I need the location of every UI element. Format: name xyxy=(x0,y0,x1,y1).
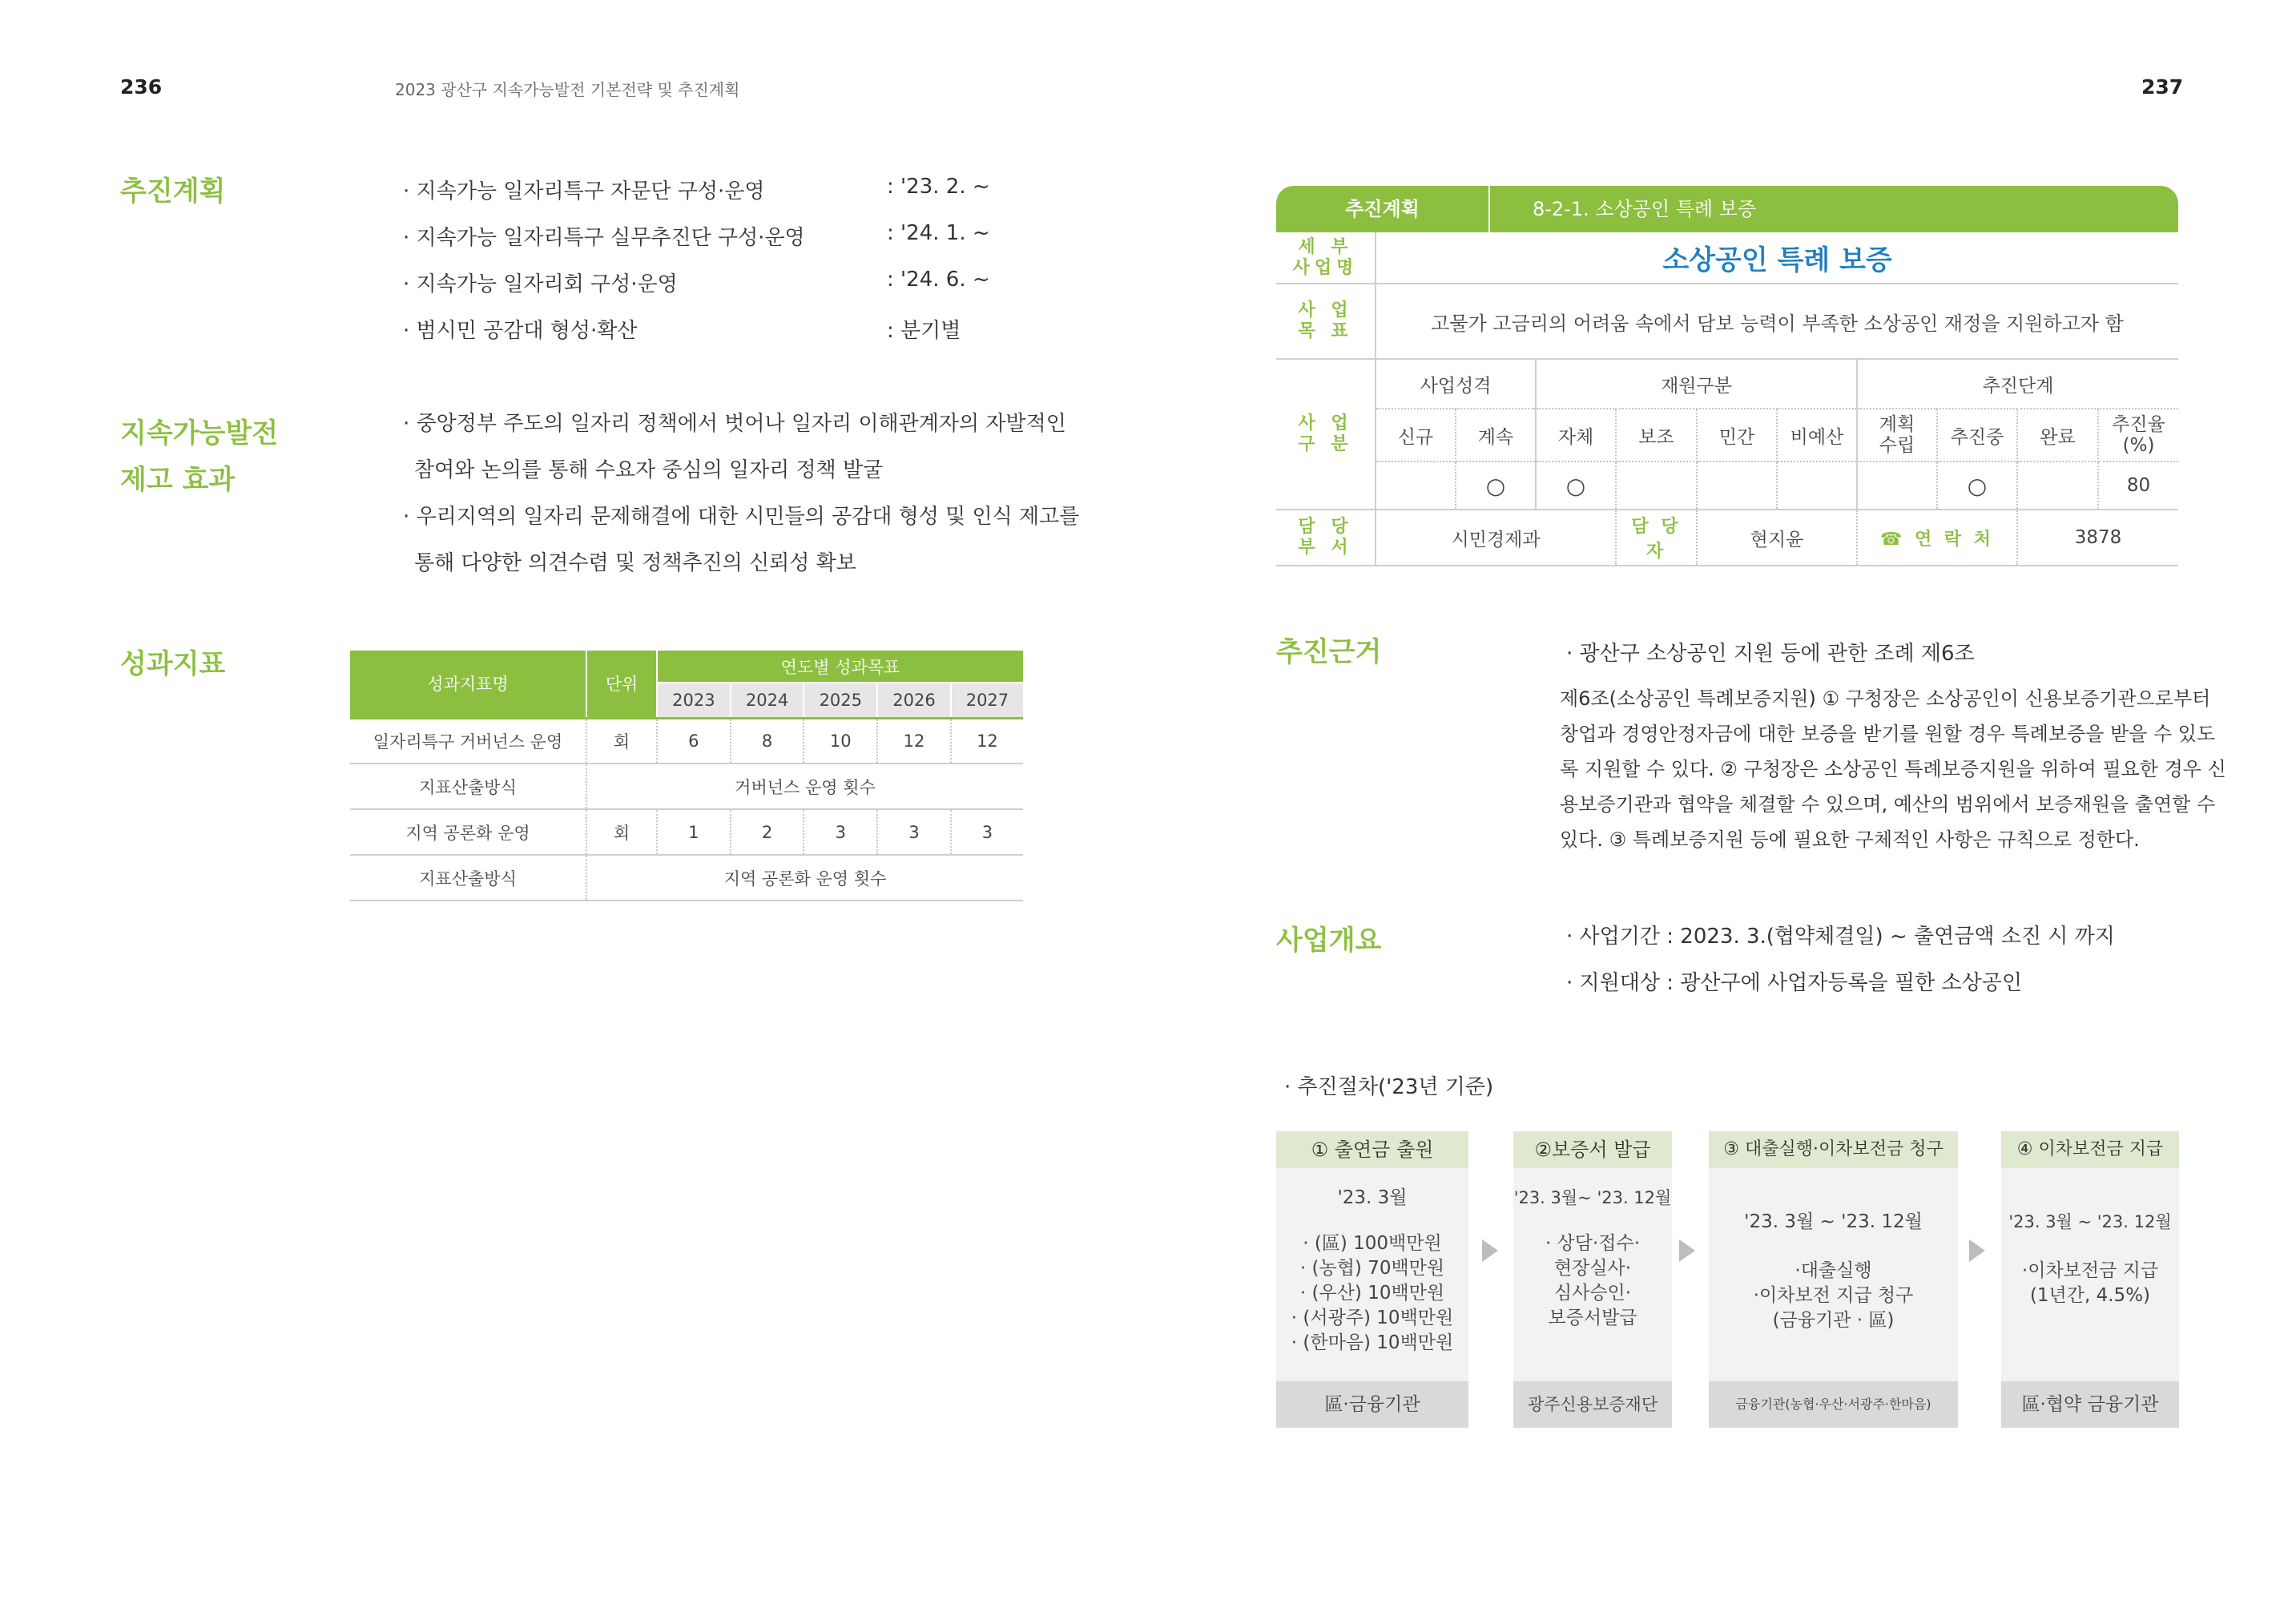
step-line: · (농협) 70백만원 xyxy=(1299,1258,1445,1279)
col-private: 민간 xyxy=(1697,409,1777,461)
page-number-left: 236 xyxy=(120,75,163,99)
process-step-2 xyxy=(1513,1131,1672,1428)
label-line: 세 부 xyxy=(1298,236,1353,257)
arrow-right-icon xyxy=(1969,1239,1985,1262)
col-subsidy: 보조 xyxy=(1616,409,1697,461)
col-nonbudget: 비예산 xyxy=(1777,409,1857,461)
indicator-value: 12 xyxy=(877,718,951,764)
label-line: 사 업 xyxy=(1298,300,1353,320)
year-header: 2027 xyxy=(951,683,1023,718)
label-line: 수립 xyxy=(1879,435,1915,456)
step-footer: 區·금융기관 xyxy=(1276,1381,1468,1428)
step-line: 심사승인· xyxy=(1553,1283,1632,1304)
indicator-table xyxy=(350,651,1023,901)
indicator-name: 지역 공론화 운영 xyxy=(350,809,586,855)
col-plan xyxy=(1857,409,1937,461)
plan-item xyxy=(403,268,990,314)
overview-list xyxy=(1566,920,2115,1013)
indicator-value: 6 xyxy=(657,718,731,764)
step-line: (1년간, 4.5%) xyxy=(2029,1285,2151,1306)
detail-header-code: 8-2-1. 소상공인 특례 보증 xyxy=(1533,198,1757,220)
mark-nonbudget xyxy=(1777,461,1857,510)
group-nature: 사업성격 xyxy=(1376,359,1536,409)
step-lines xyxy=(1276,1231,1468,1356)
label-line: 사 업 xyxy=(1298,413,1353,433)
group-stage: 추진단계 xyxy=(1857,359,2178,409)
method-label: 지표산출방식 xyxy=(350,855,586,901)
step-date: '23. 3월 ~ '23. 12월 xyxy=(1744,1211,1923,1232)
step-lines xyxy=(1513,1231,1672,1331)
arrow-right-icon xyxy=(1482,1239,1498,1262)
mark-new xyxy=(1376,461,1456,510)
method-label: 지표산출방식 xyxy=(350,764,586,809)
sub-project-label xyxy=(1276,232,1376,284)
indicator-unit: 회 xyxy=(586,718,657,764)
year-header: 2025 xyxy=(804,683,877,718)
effect-bullet-line: · 중앙정부 주도의 일자리 정책에서 벗어나 일자리 이해관계자의 자발적인 xyxy=(403,412,1066,436)
basis-line: 있다. ③ 특례보증지원 등에 필요한 구체적인 사항은 규칙으로 정한다. xyxy=(1560,828,2140,851)
plan-item-text: · 지속가능 일자리특구 실무추진단 구성·운영 xyxy=(403,226,805,250)
step-line: 현장실사· xyxy=(1553,1258,1632,1279)
effect-title-line2: 제고 효과 xyxy=(120,464,236,496)
label-line: 부 서 xyxy=(1298,538,1353,558)
col-new: 신규 xyxy=(1376,409,1456,461)
plan-section-title: 추진계획 xyxy=(120,175,226,208)
col-rate xyxy=(2098,409,2178,461)
col-indicator-name: 성과지표명 xyxy=(350,651,586,718)
rate-value: 80 xyxy=(2098,461,2178,510)
plan-item-date: : 분기별 xyxy=(887,319,961,343)
table-row xyxy=(350,718,1023,764)
plan-list xyxy=(403,175,990,361)
step-line: ·대출실행 xyxy=(1795,1260,1872,1281)
mark-private xyxy=(1697,461,1777,510)
sub-project-name: 소상공인 특례 보증 xyxy=(1376,232,2178,284)
process-title: · 추진절차('23년 기준) xyxy=(1284,1075,1494,1099)
mark-done xyxy=(2017,461,2098,510)
col-continuing: 계속 xyxy=(1456,409,1536,461)
plan-item-text: · 지속가능 일자리특구 자문단 구성·운영 xyxy=(403,179,765,204)
indicator-value: 1 xyxy=(657,809,731,855)
goal-text: 고물가 고금리의 어려움 속에서 담보 능력이 부족한 소상공인 재정을 지원하고자 함 xyxy=(1376,284,2178,359)
indicator-value: 3 xyxy=(877,809,951,855)
label-line: 담 당 xyxy=(1298,517,1353,537)
effect-section-title xyxy=(120,410,278,503)
running-head: 2023 광산구 지속가능발전 기본전략 및 추진계획 xyxy=(395,80,740,99)
step-header: ②보증서 발급 xyxy=(1513,1131,1672,1168)
basis-line: 용보증기관과 협약을 체결할 수 있으며, 예산의 범위에서 보증재원을 출연할 수 xyxy=(1560,793,2216,816)
overview-item: · 지원대상 : 광산구에 사업자등록을 필한 소상공인 xyxy=(1566,971,2022,995)
col-unit: 단위 xyxy=(586,651,657,718)
effect-bullet-line: 참여와 논의를 통해 수요자 중심의 일자리 정책 발굴 xyxy=(414,458,884,482)
step-date: '23. 3월 xyxy=(1337,1187,1408,1208)
year-header: 2026 xyxy=(877,683,951,718)
indicator-value: 10 xyxy=(804,718,877,764)
step-line: ·이차보전금 지급 xyxy=(2021,1260,2159,1281)
manager-label: 담 당 자 xyxy=(1616,510,1697,566)
indicator-value: 12 xyxy=(951,718,1023,764)
step-footer: 광주신용보증재단 xyxy=(1513,1381,1672,1428)
label-line: 사업명 xyxy=(1292,257,1359,278)
step-line: · (서광주) 10백만원 xyxy=(1291,1308,1454,1328)
indicator-unit: 회 xyxy=(586,809,657,855)
contact-number: 3878 xyxy=(2017,510,2178,566)
step-line: · (우산) 10백만원 xyxy=(1299,1283,1445,1304)
plan-item-date: : '24. 1. ~ xyxy=(887,221,990,245)
plan-item xyxy=(403,175,990,221)
step-lines xyxy=(1709,1259,1958,1333)
plan-item-text: · 범시민 공감대 형성·확산 xyxy=(403,319,638,343)
label-line: 목 표 xyxy=(1298,321,1353,341)
col-own: 자체 xyxy=(1536,409,1616,461)
effect-title-line1: 지속가능발전 xyxy=(120,417,279,449)
label-line: (%) xyxy=(2122,435,2155,456)
plan-item xyxy=(403,314,961,361)
process-step-1 xyxy=(1276,1131,1468,1428)
year-header: 2024 xyxy=(731,683,804,718)
indicator-name: 일자리특구 거버넌스 운영 xyxy=(350,718,586,764)
step-date: '23. 3월 ~ '23. 12월 xyxy=(2008,1212,2172,1231)
step-lines xyxy=(2001,1259,2179,1308)
effect-list xyxy=(403,407,1079,593)
label-line: 계획 xyxy=(1879,414,1915,435)
indicator-value: 8 xyxy=(731,718,804,764)
col-yearly-target: 연도별 성과목표 xyxy=(657,651,1023,683)
mark-ongoing: ○ xyxy=(1937,461,2017,510)
indicator-value: 2 xyxy=(731,809,804,855)
process-step-3 xyxy=(1709,1131,1958,1428)
plan-item-date: : '23. 2. ~ xyxy=(887,175,990,199)
basis-bullet: · 광산구 소상공인 지원 등에 관한 조례 제6조 xyxy=(1566,642,1975,666)
page-number-right: 237 xyxy=(2141,75,2184,99)
dept-label xyxy=(1276,510,1376,566)
class-label xyxy=(1276,359,1376,510)
basis-line: 제6조(소상공인 특례보증지원) ① 구청장은 소상공인이 신용보증기관으로부터 xyxy=(1560,687,2211,710)
method-text: 지역 공론화 운영 횟수 xyxy=(586,855,1023,901)
effect-bullet-line: · 우리지역의 일자리 문제해결에 대한 시민들의 공감대 형성 및 인식 제고를 xyxy=(403,505,1080,529)
group-funding: 재원구분 xyxy=(1536,359,1857,409)
overview-item: · 사업기간 : 2023. 3.(협약체결일) ~ 출연금액 소진 시 까지 xyxy=(1566,925,2115,949)
step-header: ① 출연금 출원 xyxy=(1276,1131,1468,1168)
process-step-4 xyxy=(2001,1131,2179,1428)
plan-item-text: · 지속가능 일자리회 구성·운영 xyxy=(403,272,678,296)
detail-header-bar xyxy=(1276,186,2178,232)
goal-label xyxy=(1276,284,1376,359)
basis-section-title: 추진근거 xyxy=(1276,636,1382,668)
detail-header-label: 추진계획 xyxy=(1276,186,1490,232)
basis-paragraph xyxy=(1560,681,2226,857)
label-line: 구 분 xyxy=(1298,434,1353,454)
plan-item-date: : '24. 6. ~ xyxy=(887,268,990,292)
col-ongoing: 추진중 xyxy=(1937,409,2017,461)
table-row xyxy=(350,809,1023,855)
plan-item xyxy=(403,221,990,268)
effect-bullet-line: 통해 다양한 의견수렴 및 정책추진의 신뢰성 확보 xyxy=(414,551,856,575)
indicators-section-title: 성과지표 xyxy=(120,648,226,680)
label-line: 추진율 xyxy=(2112,414,2165,435)
col-done: 완료 xyxy=(2017,409,2098,461)
step-footer: 區·협약 금융기관 xyxy=(2001,1381,2179,1428)
table-row xyxy=(350,764,1023,809)
step-footer: 금융기관(농협·우산·서광주·한마음) xyxy=(1709,1381,1958,1428)
step-header: ④ 이차보전금 지급 xyxy=(2001,1131,2179,1168)
basis-line: 창업과 경영안정자금에 대한 보증을 받기를 원할 경우 특례보증을 받을 수 있도 xyxy=(1560,723,2216,745)
basis-line: 록 지원할 수 있다. ② 구청장은 소상공인 특례보증지원을 위하여 필요한 경우 신 xyxy=(1560,758,2226,780)
contact-label: ☎ 연 락 처 xyxy=(1857,510,2017,566)
dept-name: 시민경제과 xyxy=(1376,510,1616,566)
step-line: 보증서발급 xyxy=(1548,1308,1637,1328)
year-header: 2023 xyxy=(657,683,731,718)
table-row xyxy=(350,855,1023,901)
indicator-value: 3 xyxy=(804,809,877,855)
step-line: · 상담·접수· xyxy=(1545,1233,1641,1254)
detail-table xyxy=(1276,232,2178,566)
mark-plan xyxy=(1857,461,1937,510)
mark-continuing: ○ xyxy=(1456,461,1536,510)
indicator-value: 3 xyxy=(951,809,1023,855)
step-line: · (한마음) 10백만원 xyxy=(1291,1332,1454,1353)
overview-section-title: 사업개요 xyxy=(1276,925,1382,957)
method-text: 거버넌스 운영 횟수 xyxy=(586,764,1023,809)
step-date: '23. 3월~ '23. 12월 xyxy=(1513,1188,1672,1207)
step-line: · (區) 100백만원 xyxy=(1303,1233,1442,1254)
step-line: ·이차보전 지급 청구 xyxy=(1753,1285,1914,1306)
manager-name: 현지윤 xyxy=(1697,510,1857,566)
step-header: ③ 대출실행·이차보전금 청구 xyxy=(1709,1131,1958,1168)
mark-own: ○ xyxy=(1536,461,1616,510)
arrow-right-icon xyxy=(1679,1239,1695,1262)
mark-subsidy xyxy=(1616,461,1697,510)
step-line: (금융기관 · 區) xyxy=(1772,1310,1895,1331)
